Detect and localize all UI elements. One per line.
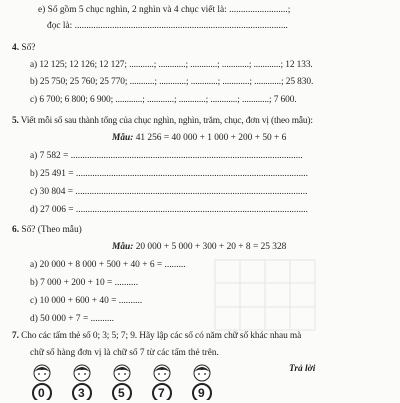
- q5b-line: b) 25 491 = ...................................................................................................: [30, 169, 308, 179]
- kid-card-3: [70, 364, 94, 400]
- show-through-grid: [205, 255, 325, 335]
- card-digit: 0: [38, 386, 45, 400]
- q4-title: Số?: [21, 43, 36, 53]
- q6-title: Số? (Theo mẫu): [21, 225, 82, 235]
- card-digit: 7: [158, 386, 165, 400]
- q4a-line: a) 12 125; 12 126; 12 127; ...........; ............; ............; ............; ............; 12 133.: [30, 60, 313, 70]
- q7-number: 7.: [12, 331, 19, 341]
- q6-example: [112, 243, 286, 252]
- card-digit: 9: [198, 386, 205, 400]
- q4-heading: [12, 44, 35, 53]
- q5-number: 5.: [12, 116, 19, 126]
- q7-line2: chữ số hàng đơn vị là chữ số 7 từ các tấm thẻ trên.: [30, 348, 219, 358]
- q7-line1: Cho các tấm thẻ số 0; 3; 5; 7; 9. Hãy lập các số có năm chữ số khác nhau mà: [21, 331, 302, 341]
- q4c-line: c) 6 700; 6 800; 6 900; ............; ............; ............; ............; ............; 7 600.: [30, 95, 297, 105]
- kid-card-7: [150, 364, 174, 400]
- kid-card-0: [30, 364, 54, 400]
- q6c-line: c) 10 000 + 600 + 40 = ..........: [30, 296, 143, 306]
- kid-card-9: [190, 364, 214, 400]
- q4b-line: b) 25 750; 25 760; 25 770; ...........; ............; ............; ............; ............; 25 830.: [30, 77, 314, 87]
- kids-with-number-cards: [30, 364, 220, 400]
- q5-title: Viết mỗi số sau thành tổng của chục nghìn, nghìn, trăm, chục, đơn vị (theo mẫu):: [20, 116, 313, 126]
- q6b-line: b) 7 000 + 200 + 10 = ..........: [30, 278, 139, 288]
- q3e-line: e) Số gồm 5 chục nghìn, 2 nghìn và 4 chục viết là: .........................;: [38, 5, 291, 15]
- q6d-line: d) 50 000 + 7 = ..........: [30, 314, 115, 324]
- q4-number: 4.: [12, 43, 20, 53]
- card-digit: 3: [78, 386, 85, 400]
- q5-example-text: 41 256 = 40 000 + 1 000 + 200 + 50 + 6: [135, 133, 287, 143]
- q5c-line: c) 30 804 = ...................................................................................................: [30, 187, 308, 197]
- q5-example: [112, 134, 286, 143]
- q6-example-text: 20 000 + 5 000 + 300 + 20 + 8 = 25 328: [135, 242, 287, 252]
- q6-example-label: Mẫu:: [112, 242, 134, 252]
- q3e-read-line: đọc là: ...........................................................................................: [47, 21, 288, 31]
- answer-label: Trả lời: [289, 364, 316, 374]
- q6-heading: [12, 226, 82, 235]
- q6a-line: a) 20 000 + 8 000 + 500 + 40 + 6 = .........: [30, 260, 186, 270]
- kid-card-5: [110, 364, 134, 400]
- q5d-line: d) 27 006 = ...................................................................................................: [30, 205, 308, 215]
- q5-example-label: Mẫu:: [112, 133, 134, 143]
- q7-heading: [12, 332, 301, 341]
- card-digit: 5: [118, 386, 125, 400]
- q5a-line: a) 7 582 = ...................................................................................................: [30, 151, 303, 161]
- q6-number: 6.: [12, 225, 20, 235]
- q5-heading: [12, 117, 313, 126]
